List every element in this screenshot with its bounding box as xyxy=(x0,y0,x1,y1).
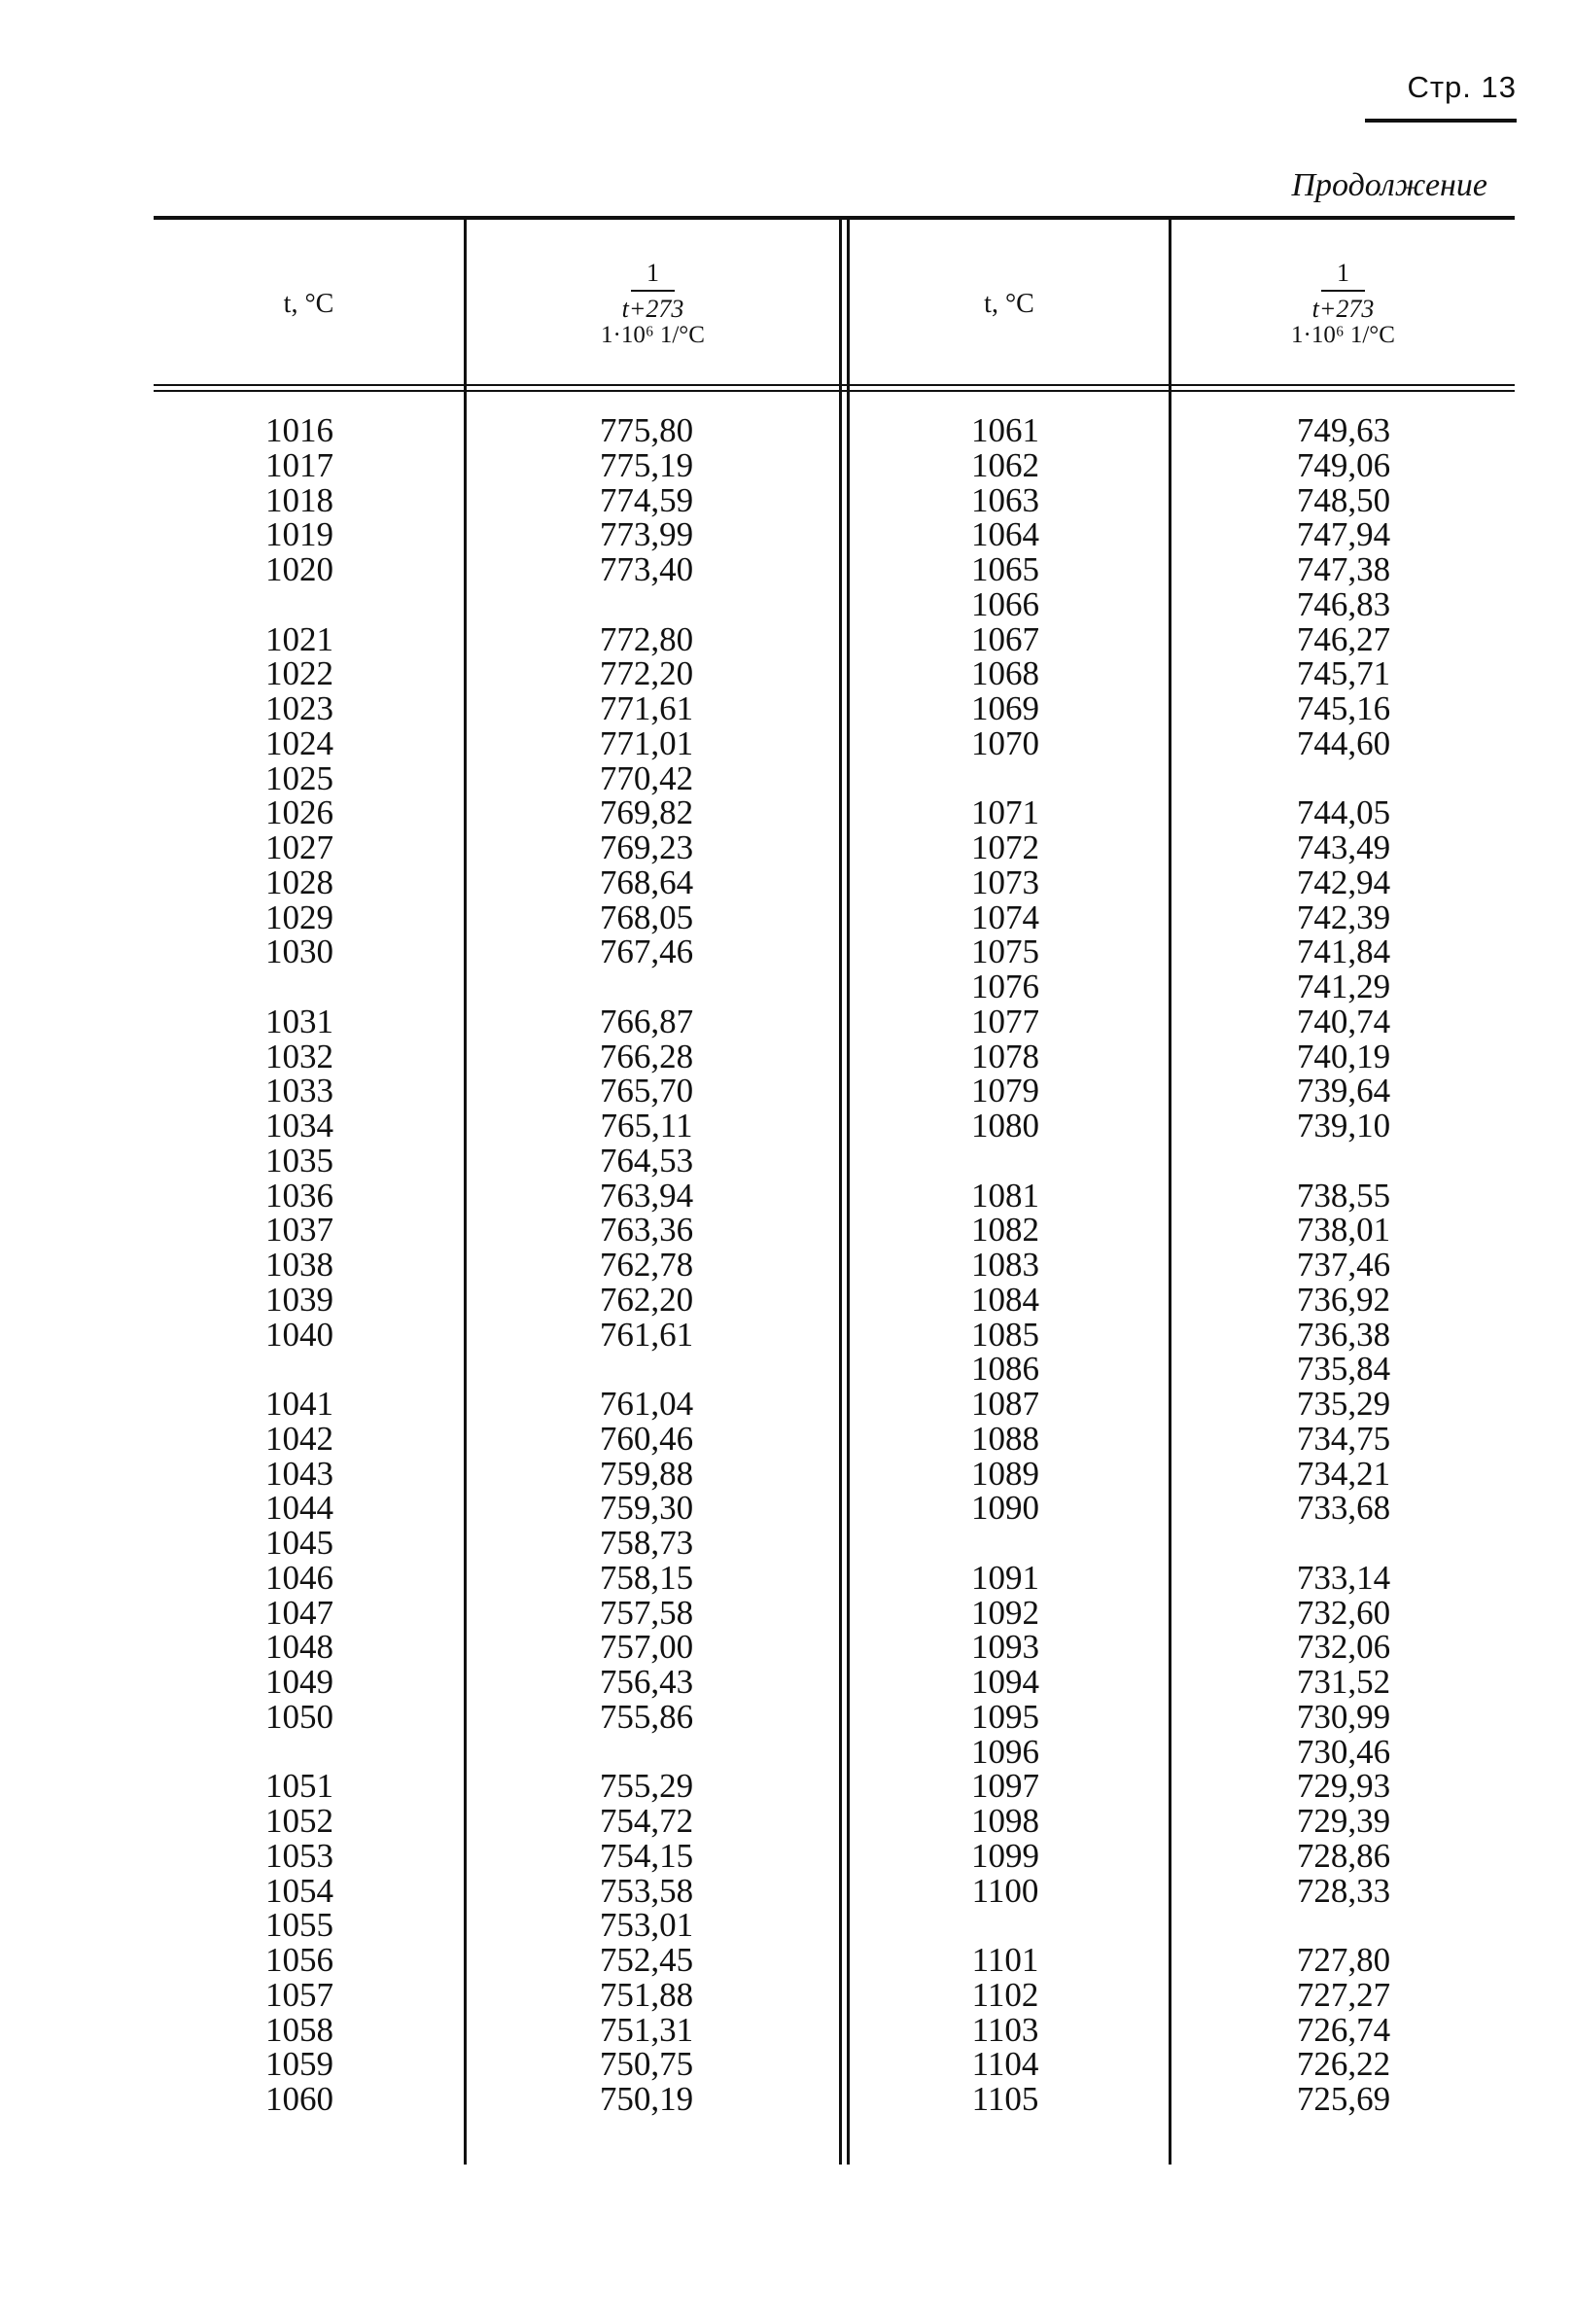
value-cell: 765,70 xyxy=(599,1072,694,1110)
value-cell: 741,84 xyxy=(1296,933,1391,971)
value-cell: 731,52 xyxy=(1296,1663,1391,1701)
value-cell: 738,55 xyxy=(1296,1176,1391,1215)
temperature-cell: 1017 xyxy=(265,445,333,484)
temperature-cell: 1025 xyxy=(265,758,333,797)
column-t-left xyxy=(192,413,406,2117)
value-cell: 755,29 xyxy=(599,1767,694,1806)
value-cell: 735,29 xyxy=(1296,1385,1391,1423)
header-value-left xyxy=(467,224,839,384)
value-cell: 729,93 xyxy=(1296,1767,1391,1806)
temperature-cell: 1063 xyxy=(971,480,1039,519)
value-cell: 742,94 xyxy=(1296,863,1391,901)
value-cell: 728,33 xyxy=(1296,1871,1391,1910)
value-cell: 725,69 xyxy=(1296,2080,1391,2118)
fraction-unit: 1·10⁶ 1/°C xyxy=(601,321,705,348)
temperature-cell: 1065 xyxy=(971,550,1039,588)
value-cell: 740,19 xyxy=(1296,1037,1391,1075)
temperature-cell: 1098 xyxy=(971,1802,1039,1840)
value-cell: 768,05 xyxy=(599,898,694,936)
row-gap xyxy=(1237,1144,1451,1179)
temperature-cell: 1088 xyxy=(971,1419,1039,1458)
temperature-cell: 1079 xyxy=(971,1072,1039,1110)
row-gap xyxy=(1237,761,1451,796)
temperature-cell: 1076 xyxy=(971,968,1039,1005)
value-cell: 770,42 xyxy=(599,758,694,797)
temperature-cell: 1097 xyxy=(971,1767,1039,1806)
header-t-label: t, °C xyxy=(283,288,334,319)
temperature-cell: 1099 xyxy=(971,1836,1039,1875)
value-cell: 754,15 xyxy=(599,1836,694,1875)
temperature-cell: 1095 xyxy=(971,1697,1039,1736)
value-cell: 769,82 xyxy=(599,793,694,832)
temperature-cell: 1078 xyxy=(971,1037,1039,1075)
temperature-cell: 1057 xyxy=(265,1975,333,2014)
temperature-cell: 1045 xyxy=(265,1524,333,1562)
value-cell: 758,73 xyxy=(599,1524,694,1562)
temperature-cell: 1058 xyxy=(265,2010,333,2049)
temperature-cell: 1029 xyxy=(265,898,333,936)
row-gap xyxy=(898,1908,1112,1943)
value-cell: 746,83 xyxy=(1296,584,1391,623)
header-fraction xyxy=(1291,260,1395,348)
temperature-cell: 1028 xyxy=(265,863,333,901)
value-cell: 762,20 xyxy=(599,1280,694,1319)
temperature-cell: 1074 xyxy=(971,898,1039,936)
fraction-unit: 1·10⁶ 1/°C xyxy=(1291,321,1395,348)
temperature-cell: 1030 xyxy=(265,933,333,971)
temperature-cell: 1084 xyxy=(971,1280,1039,1319)
value-cell: 758,15 xyxy=(599,1558,694,1597)
temperature-cell: 1072 xyxy=(971,828,1039,866)
value-cell: 748,50 xyxy=(1296,480,1391,519)
table-top-rule xyxy=(154,216,1515,220)
temperature-cell: 1018 xyxy=(265,480,333,519)
value-cell: 771,01 xyxy=(599,723,694,762)
temperature-cell: 1052 xyxy=(265,1802,333,1840)
fraction-numerator: 1 xyxy=(631,260,675,292)
temperature-cell: 1024 xyxy=(265,723,333,762)
temperature-cell: 1085 xyxy=(971,1315,1039,1354)
value-cell: 750,75 xyxy=(599,2045,694,2084)
temperature-cell: 1092 xyxy=(971,1593,1039,1632)
value-cell: 727,27 xyxy=(1296,1975,1391,2014)
temperature-cell: 1064 xyxy=(971,515,1039,554)
temperature-cell: 1056 xyxy=(265,1941,333,1979)
temperature-cell: 1075 xyxy=(971,933,1039,971)
row-gap xyxy=(898,1526,1112,1561)
value-cell: 730,46 xyxy=(1296,1732,1391,1771)
value-cell: 736,92 xyxy=(1296,1280,1391,1319)
row-gap xyxy=(1237,1526,1451,1561)
value-cell: 742,39 xyxy=(1296,898,1391,936)
temperature-cell: 1105 xyxy=(971,2080,1039,2118)
value-cell: 746,27 xyxy=(1296,619,1391,658)
fraction-denominator: t+273 xyxy=(621,295,684,324)
temperature-cell: 1042 xyxy=(265,1419,333,1458)
temperature-cell: 1047 xyxy=(265,1593,333,1632)
temperature-cell: 1102 xyxy=(971,1975,1039,2014)
header-bottom-rule xyxy=(154,384,1515,386)
header-fraction xyxy=(601,260,705,348)
header-value-right xyxy=(1171,224,1515,384)
value-cell: 763,94 xyxy=(599,1176,694,1215)
temperature-cell: 1021 xyxy=(265,619,333,658)
temperature-cell: 1050 xyxy=(265,1697,333,1736)
temperature-cell: 1036 xyxy=(265,1176,333,1215)
value-cell: 728,86 xyxy=(1296,1836,1391,1875)
temperature-cell: 1068 xyxy=(971,654,1039,693)
value-cell: 761,04 xyxy=(599,1385,694,1423)
value-cell: 745,71 xyxy=(1296,654,1391,693)
row-gap xyxy=(898,761,1112,796)
value-cell: 772,80 xyxy=(599,619,694,658)
value-cell: 747,94 xyxy=(1296,515,1391,554)
temperature-cell: 1016 xyxy=(265,411,333,449)
value-cell: 751,88 xyxy=(599,1975,694,2014)
temperature-cell: 1089 xyxy=(971,1454,1039,1493)
value-cell: 737,46 xyxy=(1296,1246,1391,1284)
value-cell: 733,14 xyxy=(1296,1558,1391,1597)
value-cell: 759,88 xyxy=(599,1454,694,1493)
value-cell: 766,87 xyxy=(599,1002,694,1040)
temperature-cell: 1055 xyxy=(265,1906,333,1945)
value-cell: 739,64 xyxy=(1296,1072,1391,1110)
value-cell: 743,49 xyxy=(1296,828,1391,866)
value-cell: 772,20 xyxy=(599,654,694,693)
temperature-cell: 1081 xyxy=(971,1176,1039,1215)
temperature-cell: 1040 xyxy=(265,1315,333,1354)
temperature-cell: 1070 xyxy=(971,723,1039,762)
temperature-cell: 1039 xyxy=(265,1280,333,1319)
temperature-cell: 1073 xyxy=(971,863,1039,901)
row-gap xyxy=(540,587,753,622)
value-cell: 752,45 xyxy=(599,1941,694,1979)
temperature-cell: 1033 xyxy=(265,1072,333,1110)
value-cell: 756,43 xyxy=(599,1663,694,1701)
temperature-cell: 1082 xyxy=(971,1211,1039,1250)
value-cell: 754,72 xyxy=(599,1802,694,1840)
temperature-cell: 1049 xyxy=(265,1663,333,1701)
value-cell: 730,99 xyxy=(1296,1697,1391,1736)
temperature-cell: 1034 xyxy=(265,1107,333,1144)
column-divider-1 xyxy=(464,220,467,2165)
temperature-cell: 1103 xyxy=(971,2010,1039,2049)
temperature-cell: 1038 xyxy=(265,1246,333,1284)
value-cell: 750,19 xyxy=(599,2080,694,2118)
value-cell: 749,63 xyxy=(1296,411,1391,449)
temperature-cell: 1059 xyxy=(265,2045,333,2084)
header-bottom-rule-2 xyxy=(154,390,1515,392)
value-cell: 744,60 xyxy=(1296,723,1391,762)
page-number-rule xyxy=(1365,119,1517,123)
value-cell: 765,11 xyxy=(600,1107,693,1144)
value-cell: 741,29 xyxy=(1296,968,1391,1005)
value-cell: 749,06 xyxy=(1296,445,1391,484)
temperature-cell: 1060 xyxy=(265,2080,333,2118)
temperature-cell: 1054 xyxy=(265,1871,333,1910)
header-t-left xyxy=(154,224,464,384)
temperature-cell: 1020 xyxy=(265,550,333,588)
value-cell: 726,74 xyxy=(1296,2010,1391,2049)
value-cell: 729,39 xyxy=(1296,1802,1391,1840)
temperature-cell: 1096 xyxy=(971,1732,1039,1771)
temperature-cell: 1069 xyxy=(971,689,1039,727)
continuation-label: Продолжение xyxy=(1291,167,1487,203)
temperature-cell: 1090 xyxy=(971,1489,1039,1528)
header-t-right xyxy=(850,224,1169,384)
temperature-cell: 1031 xyxy=(265,1002,333,1040)
value-cell: 775,19 xyxy=(599,445,694,484)
temperature-cell: 1062 xyxy=(971,445,1039,484)
temperature-cell: 1100 xyxy=(971,1871,1039,1910)
value-cell: 745,16 xyxy=(1296,689,1391,727)
header-t-label: t, °C xyxy=(984,288,1034,319)
temperature-cell: 1067 xyxy=(971,619,1039,658)
value-cell: 768,64 xyxy=(599,863,694,901)
page-number: Стр. 13 xyxy=(1407,70,1517,104)
column-t-right xyxy=(898,413,1112,2117)
value-cell: 726,22 xyxy=(1296,2045,1391,2084)
value-cell: 769,23 xyxy=(599,828,694,866)
temperature-cell: 1023 xyxy=(265,689,333,727)
temperature-cell: 1077 xyxy=(971,1002,1039,1040)
value-cell: 736,38 xyxy=(1296,1315,1391,1354)
row-gap xyxy=(192,1352,406,1387)
value-cell: 774,59 xyxy=(599,480,694,519)
value-cell: 773,99 xyxy=(599,515,694,554)
temperature-cell: 1037 xyxy=(265,1211,333,1250)
temperature-cell: 1041 xyxy=(265,1385,333,1423)
column-divider-double-a xyxy=(839,220,842,2165)
temperature-cell: 1019 xyxy=(265,515,333,554)
value-cell: 761,61 xyxy=(599,1315,694,1354)
temperature-cell: 1083 xyxy=(971,1246,1039,1284)
value-cell: 734,21 xyxy=(1296,1454,1391,1493)
temperature-cell: 1043 xyxy=(265,1454,333,1493)
temperature-cell: 1104 xyxy=(971,2045,1039,2084)
value-cell: 738,01 xyxy=(1296,1211,1391,1250)
temperature-cell: 1093 xyxy=(971,1628,1039,1667)
value-cell: 759,30 xyxy=(599,1489,694,1528)
temperature-cell: 1087 xyxy=(971,1385,1039,1423)
temperature-cell: 1101 xyxy=(971,1941,1039,1979)
temperature-cell: 1051 xyxy=(265,1767,333,1806)
value-cell: 757,58 xyxy=(599,1593,694,1632)
temperature-cell: 1053 xyxy=(265,1836,333,1875)
value-cell: 734,75 xyxy=(1296,1419,1391,1458)
temperature-cell: 1080 xyxy=(971,1107,1039,1144)
value-cell: 775,80 xyxy=(599,411,694,449)
temperature-cell: 1035 xyxy=(265,1141,333,1180)
value-cell: 771,61 xyxy=(599,689,694,727)
temperature-cell: 1026 xyxy=(265,793,333,832)
column-value-left xyxy=(540,413,753,2117)
temperature-cell: 1071 xyxy=(971,793,1039,832)
fraction-numerator: 1 xyxy=(1321,260,1365,292)
temperature-cell: 1022 xyxy=(265,654,333,693)
value-cell: 767,46 xyxy=(599,933,694,971)
temperature-cell: 1094 xyxy=(971,1663,1039,1701)
value-cell: 760,46 xyxy=(599,1419,694,1458)
value-cell: 727,80 xyxy=(1296,1941,1391,1979)
row-gap xyxy=(540,969,753,1004)
value-cell: 763,36 xyxy=(599,1211,694,1250)
value-cell: 766,28 xyxy=(599,1037,694,1075)
temperature-cell: 1066 xyxy=(971,584,1039,623)
value-cell: 753,58 xyxy=(599,1871,694,1910)
value-cell: 732,60 xyxy=(1296,1593,1391,1632)
temperature-cell: 1091 xyxy=(971,1558,1039,1597)
temperature-cell: 1086 xyxy=(971,1350,1039,1389)
row-gap xyxy=(540,1735,753,1770)
value-cell: 755,86 xyxy=(599,1697,694,1736)
row-gap xyxy=(192,969,406,1004)
temperature-cell: 1032 xyxy=(265,1037,333,1075)
value-cell: 764,53 xyxy=(599,1141,694,1180)
fraction-denominator: t+273 xyxy=(1311,295,1375,324)
row-gap xyxy=(1237,1908,1451,1943)
value-cell: 732,06 xyxy=(1296,1628,1391,1667)
value-cell: 751,31 xyxy=(599,2010,694,2049)
temperature-cell: 1048 xyxy=(265,1628,333,1667)
row-gap xyxy=(192,587,406,622)
value-cell: 739,10 xyxy=(1296,1107,1391,1144)
value-cell: 735,84 xyxy=(1296,1350,1391,1389)
value-cell: 744,05 xyxy=(1296,793,1391,832)
row-gap xyxy=(192,1735,406,1770)
value-cell: 740,74 xyxy=(1296,1002,1391,1040)
row-gap xyxy=(898,1144,1112,1179)
value-cell: 762,78 xyxy=(599,1246,694,1284)
value-cell: 733,68 xyxy=(1296,1489,1391,1528)
column-divider-double-b xyxy=(847,220,850,2165)
value-cell: 747,38 xyxy=(1296,550,1391,588)
temperature-cell: 1046 xyxy=(265,1558,333,1597)
value-cell: 773,40 xyxy=(599,550,694,588)
column-value-right xyxy=(1237,413,1451,2117)
row-gap xyxy=(540,1352,753,1387)
value-cell: 753,01 xyxy=(599,1906,694,1945)
temperature-cell: 1044 xyxy=(265,1489,333,1528)
value-cell: 757,00 xyxy=(599,1628,694,1667)
temperature-cell: 1027 xyxy=(265,828,333,866)
column-divider-3 xyxy=(1169,220,1171,2165)
temperature-cell: 1061 xyxy=(971,411,1039,449)
